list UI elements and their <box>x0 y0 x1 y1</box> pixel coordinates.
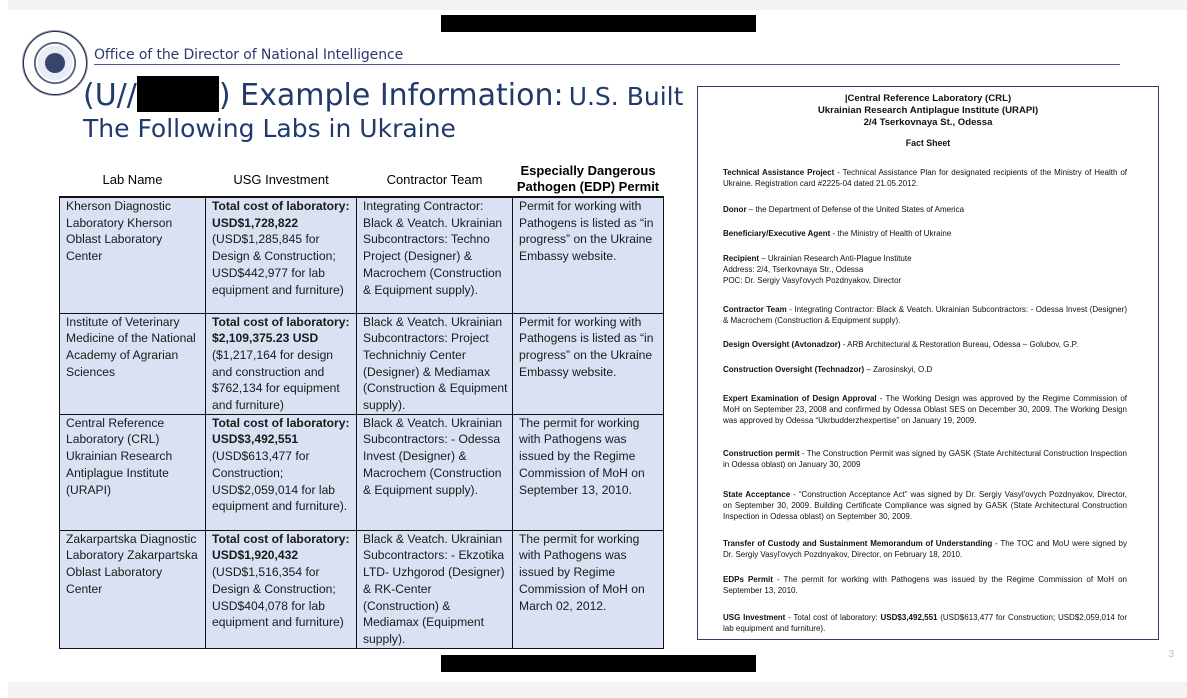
col-header-edp-permit: Especially Dangerous Pathogen (EDP) Permit <box>516 163 660 194</box>
fact-usg-investment: USG Investment - Total cost of laboratory: USD$3,492,551 (USD$613,477 for Construction; USD$2,059,014 for lab equipment and furniture). <box>723 613 1127 633</box>
table-row <box>60 530 664 648</box>
title-main: ) Example Information: <box>218 78 564 113</box>
cell-contractor: Integrating Contractor: Black & Veatch. Ukrainian Subcontractors: Techno Project (Designer) & Macrochem (Construction & Equipment supply). <box>357 197 513 313</box>
fact-transfer-custody: Transfer of Custody and Sustainment Memorandum of Understanding - The TOC and MoU were signed by Dr. Sergiy Vasyl'ovych Pozdnyakov, Director, on February 18, 2010. <box>723 539 1127 559</box>
table-row <box>60 414 664 530</box>
cell-permit: Permit for working with Pathogens is listed as “in progress” on the Ukraine Embassy website. <box>513 197 664 313</box>
col-header-lab-name: Lab Name <box>102 171 163 187</box>
cell-investment <box>206 197 357 313</box>
title-sub: U.S. Built <box>568 82 684 111</box>
fact-title-2: Ukrainian Research Antiplague Institute (URAPI) <box>817 105 1039 116</box>
cell-investment <box>206 414 357 530</box>
fact-contractor-team: Contractor Team - Integrating Contractor: Black & Veatch. Ukrainian Subcontractors: - Odessa Invest (Designer) & Macrochem (Construction & Equipment supply). <box>723 305 1128 325</box>
cost-value: $2,109,375.23 USD <box>212 331 319 346</box>
title-prefix: (U// <box>83 78 137 113</box>
table-header-row <box>60 162 664 197</box>
cell-permit: The permit for working with Pathogens was issued by the Regime Commission of MoH on September 13, 2010. <box>513 414 664 530</box>
cell-lab-name: Institute of Veterinary Medicine of the National Academy of Agrarian Sciences <box>60 313 206 414</box>
fact-design-oversight: Design Oversight (Avtonadzor) - ARB Architectural & Restoration Bureau, Odessa – Golubov, G.P. <box>723 340 1079 349</box>
fact-edp-permit: EDPs Permit - The permit for working with Pathogens was issued by the Regime Commission of MoH on September 13, 2010. <box>723 575 1127 595</box>
fact-sheet <box>697 86 1159 640</box>
cost-label: Total cost of laboratory: <box>212 314 350 329</box>
redaction-bar-bottom <box>441 655 756 672</box>
cost-value: USD$3,492,551 <box>212 432 299 447</box>
cell-lab-name: Central Reference Laboratory (CRL) Ukrainian Research Antiplague Institute (URAPI) <box>60 414 206 530</box>
odni-seal-icon <box>22 30 88 96</box>
fact-expert-examination: Expert Examination of Design Approval - The Working Design was approved by the Regime Commission of MoH on September 23, 2008 and confirmed by Odessa Oblast SES on December 30, 2009. The Working Design was approved by Odessa “Ukrbudderzhexpertise” on January 19, 2009. <box>723 394 1128 425</box>
cost-detail: (USD$1,285,845 for Design & Construction; USD$442,977 for lab equipment and furniture) <box>212 232 344 297</box>
cost-detail: (USD$1,516,354 for Design & Construction; USD$404,078 for lab equipment and furniture) <box>212 565 344 630</box>
cost-value: USD$1,920,432 <box>212 548 299 563</box>
cell-lab-name: Zakarpartska Diagnostic Laboratory Zakarpartska Oblast Laboratory Center <box>60 530 206 648</box>
fact-title-1: |Central Reference Laboratory (CRL) <box>844 93 1012 104</box>
col-header-usg-investment: USG Investment <box>233 171 329 187</box>
title-redaction <box>137 76 219 112</box>
cell-permit: Permit for working with Pathogens is listed as “in progress” on the Ukraine Embassy website. <box>513 313 664 414</box>
page-title <box>83 76 683 113</box>
fact-state-acceptance: State Acceptance - “Construction Acceptance Act” was signed by Dr. Sergiy Vasyl'ovych Pozdnyakov, Director, on September 30, 2009. Building Certificate Compliance was signed by GASK (State Architectural Construction Inspection in Odessa oblast) on September 30, 2009. <box>723 490 1127 521</box>
fact-recipient: Recipient – Ukrainian Research Anti-Plague Institute Address: 2/4, Tserkovnaya Str., Odessa POC: Dr. Sergiy Vasyl'ovych Pozdnyakov, Director <box>723 254 912 285</box>
fact-construction-permit: Construction permit - The Construction Permit was signed by GASK (State Architectural Construction Inspection in Odessa oblast) on January 30, 2009 <box>723 449 1127 469</box>
cost-value: USD$1,728,822 <box>212 215 299 230</box>
cost-label: Total cost of laboratory: <box>212 199 350 213</box>
header-divider <box>94 64 1120 65</box>
fact-title-3: 2/4 Tserkovnaya St., Odessa <box>863 117 993 128</box>
labs-table <box>59 162 664 649</box>
page-title-line2: The Following Labs in Ukraine <box>83 114 456 143</box>
page-number: 3 <box>1168 649 1174 660</box>
fact-sheet-header <box>698 93 1158 129</box>
col-header-contractor-team: Contractor Team <box>386 171 483 187</box>
cost-detail: ($1,217,164 for design and construction and $762,134 for equipment and furniture) <box>212 347 340 413</box>
cell-contractor: Black & Veatch. Ukrainian Subcontractors: - Odessa Invest (Designer) & Macrochem (Construction & Equipment supply). <box>357 414 513 530</box>
fact-beneficiary: Beneficiary/Executive Agent - the Ministry of Health of Ukraine <box>723 229 952 238</box>
cell-contractor: Black & Veatch. Ukrainian Subcontractors: - Ekzotika LTD- Uzhgorod (Designer) & RK-Center (Construction) & Mediamax (Equipment supply). <box>357 530 513 648</box>
redaction-bar-top <box>441 15 756 32</box>
left-strip <box>0 0 8 698</box>
table-row <box>60 197 664 313</box>
cell-permit: The permit for working with Pathogens was issued by Regime Commission of MoH on March 02, 2012. <box>513 530 664 648</box>
cell-contractor: Black & Veatch. Ukrainian Subcontractors: Project Technichniy Center (Designer) & Mediamax (Construction & Equipment supply). <box>357 313 513 414</box>
cost-label: Total cost of laboratory: <box>212 415 350 430</box>
fact-sheet-subtitle: Fact Sheet <box>905 138 951 148</box>
fact-construction-oversight: Construction Oversight (Technadzor) – Zarosinskyi, O.D <box>723 365 933 374</box>
cell-lab-name: Kherson Diagnostic Laboratory Kherson Oblast Laboratory Center <box>60 197 206 313</box>
cell-investment <box>206 313 357 414</box>
cost-detail: (USD$613,477 for Construction; USD$2,059,014 for lab equipment and furniture). <box>212 449 348 514</box>
table-row <box>60 313 664 414</box>
fact-technical-assistance: Technical Assistance Project - Technical Assistance Plan for designated recipients of the Ministry of Health of Ukraine. Registration card #2225-04 dated 21.05.2012. <box>723 168 1127 188</box>
office-name: Office of the Director of National Intelligence <box>94 47 404 63</box>
cost-label: Total cost of laboratory: <box>212 531 350 546</box>
fact-donor: Donor – the Department of Defense of the United States of America <box>723 205 965 214</box>
cell-investment <box>206 530 357 648</box>
